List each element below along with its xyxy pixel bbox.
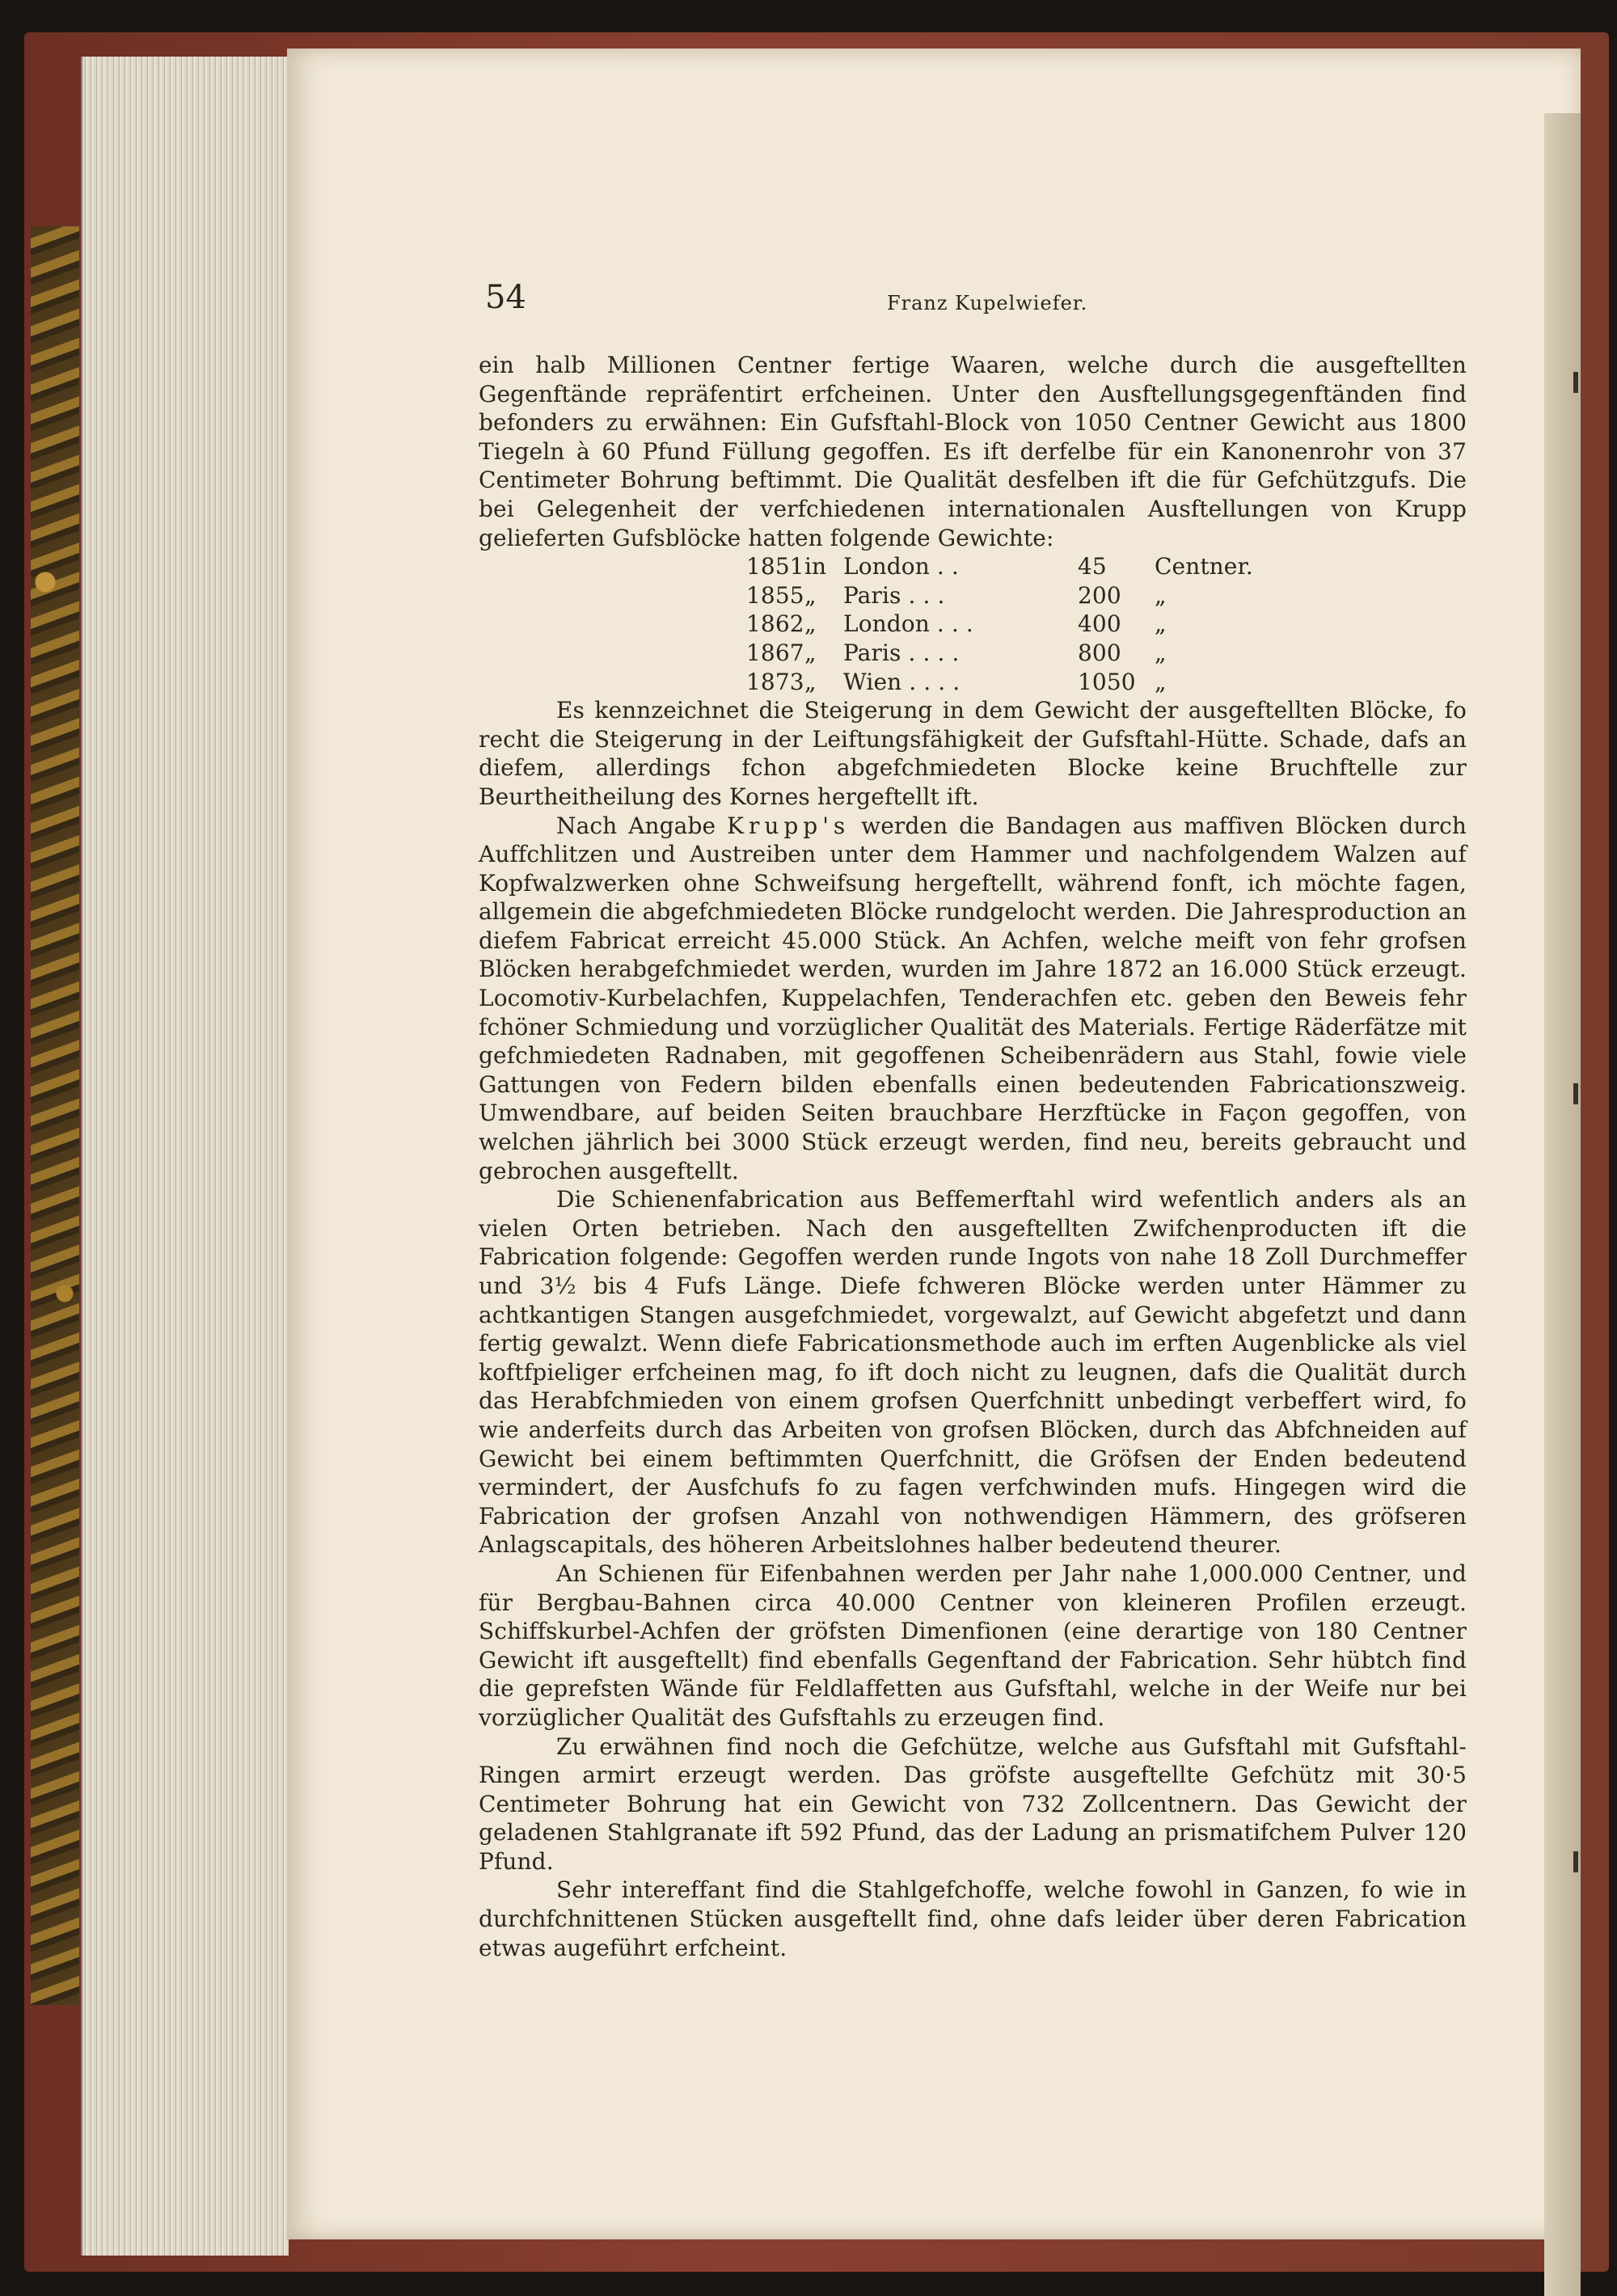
edge-mark	[1573, 372, 1578, 393]
table-city: London . . .	[843, 610, 973, 638]
table-year: 1862	[746, 610, 804, 638]
table-row	[479, 668, 1467, 697]
table-row	[479, 610, 1467, 639]
table-qty: 45	[1078, 553, 1107, 580]
paragraph	[479, 812, 1467, 1186]
weights-table	[479, 552, 1467, 696]
table-qty: 800	[1078, 639, 1121, 666]
paragraph: Zu erwähnen find noch die Gefchütze, welche aus Gufsftahl mit Gufsftahl-Ringen armirt erzeugt werden. Das gröfste ausgeftellte Gefchütz mit 30·5 Centimeter Bohrung hat ein Gewicht von 732 Zollcentnern. Das Gewicht der geladenen Stahlgranate ift 592 Pfund, das der Ladung an prismatifchem Pulver 120 Pfund.	[479, 1733, 1467, 1875]
table-row	[479, 639, 1467, 668]
table-qty: 400	[1078, 610, 1121, 638]
table-prep: in	[804, 553, 827, 580]
table-year: 1851	[746, 553, 804, 580]
marbled-endpaper	[31, 226, 79, 2005]
running-head: Franz Kupelwiefer.	[887, 292, 1088, 314]
table-unit: „	[1155, 581, 1167, 609]
table-city: Wien . . . .	[843, 668, 960, 695]
paragraph-rest: werden die Bandagen aus maffiven Blöcken durch Auffchlitzen und Austreiben unter dem Hammer und nachfolgendem Walzen auf Kopfwalzwerken ohne Schweifsung hergeftellt, während fonft, ich möchte fagen, allgemein die abgefchmiedeten Blöcke rundgelocht werden. Die Jahresproduction an diefem Fabricat erreicht 45.000 Stück. An Achfen, welche meift von fehr grofsen Blöcken herabgefchmiedet werden, wurden im Jahre 1872 an 16.000 Stück erzeugt. Locomotiv-Kurbelachfen, Kuppelachfen, Tenderachfen etc. geben den Beweis fehr fchöner Schmiedung und vorzüglicher Qualität des Materials. Fertige Räderfätze mit gefchmiedeten Radnaben, mit gegoffenen Scheibenrädern aus Stahl, fowie viele Gattungen von Federn bilden ebenfalls einen bedeutenden Fabricationszweig. Umwendbare, auf beiden Seiten brauchbare Herzftücke in Façon gegoffen, von welchen jährlich bei 3000 Stück erzeugt werden, find neu, bereits gebraucht und gebrochen ausgeftellt.	[479, 812, 1467, 1184]
paragraph-lead: Nach Angabe	[556, 812, 728, 839]
page-header	[485, 277, 1132, 326]
edge-mark	[1573, 1851, 1578, 1872]
table-row	[479, 552, 1467, 581]
edge-mark	[1573, 1083, 1578, 1104]
body-text	[479, 351, 1467, 1962]
table-unit: „	[1155, 668, 1167, 695]
table-year: 1867	[746, 639, 804, 666]
table-qty: 200	[1078, 581, 1121, 609]
table-prep: „	[804, 639, 817, 666]
table-year: 1873	[746, 668, 804, 695]
page-number: 54	[485, 279, 526, 316]
table-prep: „	[804, 668, 817, 695]
table-unit: „	[1155, 610, 1167, 638]
paragraph: Die Schienenfabrication aus Beffemerftahl wird wefentlich anders als an vielen Orten betrieben. Nach den ausgeftellten Zwifchenproducten ift die Fabrication folgende: Gegoffen werden runde Ingots von nahe 18 Zoll Durchmeffer und 3½ bis 4 Fufs Länge. Diefe fchweren Blöcke werden unter Hämmer zu achtkantigen Stangen ausgefchmiedet, vorgewalzt, auf Gewicht abgefetzt und dann fertig gewalzt. Wenn diefe Fabricationsmethode auch im erften Augenblicke als viel koftfpieliger erfcheinen mag, fo ift doch nicht zu leugnen, dafs die Qualität durch das Herabfchmieden von einem grofsen Querfchnitt unbedingt verbeffert wird, fo wie anderfeits durch das Arbeiten von grofsen Blöcken, durch das Abfchneiden auf Gewicht bei einem beftimmten Querfchnitt, die Gröfsen der Enden bedeutend vermindert, der Ausfchufs fo zu fagen verfchwinden mufs. Hingegen wird die Fabrication der grofsen Anzahl von nothwendigen Hämmern, des gröfseren Anlagscapitals, des höheren Arbeitslohnes halber bedeutend theurer.	[479, 1186, 1467, 1559]
paragraph: An Schienen für Eifenbahnen werden per Jahr nahe 1,000.000 Centner, und für Bergbau-Bahnen circa 40.000 Centner von kleineren Profilen erzeugt. Schiffskurbel-Achfen der gröfsten Dimenfionen (eine derartige von 180 Centner Gewicht ift ausgeftellt) find ebenfalls Gegenftand der Fabrication. Sehr hübtch find die geprefsten Wände für Feldlaffetten aus Gufsftahl, welche in der Weife nur bei vorzüglicher Qualität des Gufsftahls zu erzeugen find.	[479, 1560, 1467, 1731]
table-year: 1855	[746, 581, 804, 609]
table-unit: Centner.	[1155, 553, 1253, 580]
table-row	[479, 581, 1467, 610]
paragraph: Es kennzeichnet die Steigerung in dem Gewicht der ausgeftellten Blöcke, fo recht die Steigerung in der Leiftungsfähigkeit der Gufsftahl-Hütte. Schade, dafs an diefem, allerdings fchon abgefchmiedeten Blocke keine Bruchftelle zur Beurtheitheilung des Kornes hergeftellt ift.	[479, 697, 1467, 810]
table-city: Paris . . .	[843, 581, 945, 609]
table-unit: „	[1155, 639, 1167, 666]
table-qty: 1050	[1078, 668, 1136, 695]
paragraph: ein halb Millionen Centner fertige Waaren, welche durch die ausgeftellten Gegenftände repräfentirt erfcheinen. Unter den Ausftellungsgegenftänden find befonders zu erwähnen: Ein Gufsftahl-Block von 1050 Centner Gewicht aus 1800 Tiegeln à 60 Pfund Füllung gegoffen. Es ift derfelbe für ein Kanonenrohr von 37 Centimeter Bohrung beftimmt. Die Qualität desfelben ift die für Gefchützgufs. Die bei Gelegenheit der verfchiedenen internationalen Ausftellungen von Krupp gelieferten Gufsblöcke hatten folgende Gewichte:	[479, 352, 1467, 551]
paragraph: Sehr intereffant find die Stahlgefchoffe, welche fowohl in Ganzen, fo wie in durchfchnittenen Stücken ausgeftellt find, ohne dafs leider über deren Fabrication etwas augeführt erfcheint.	[479, 1876, 1467, 1961]
facing-page-edge	[1544, 113, 1581, 2296]
table-prep: „	[804, 581, 817, 609]
author-name: Krupp's	[727, 812, 851, 839]
table-city: Paris . . . .	[843, 639, 960, 666]
table-prep: „	[804, 610, 817, 638]
table-city: London . .	[843, 553, 959, 580]
page-edges	[81, 57, 289, 2256]
